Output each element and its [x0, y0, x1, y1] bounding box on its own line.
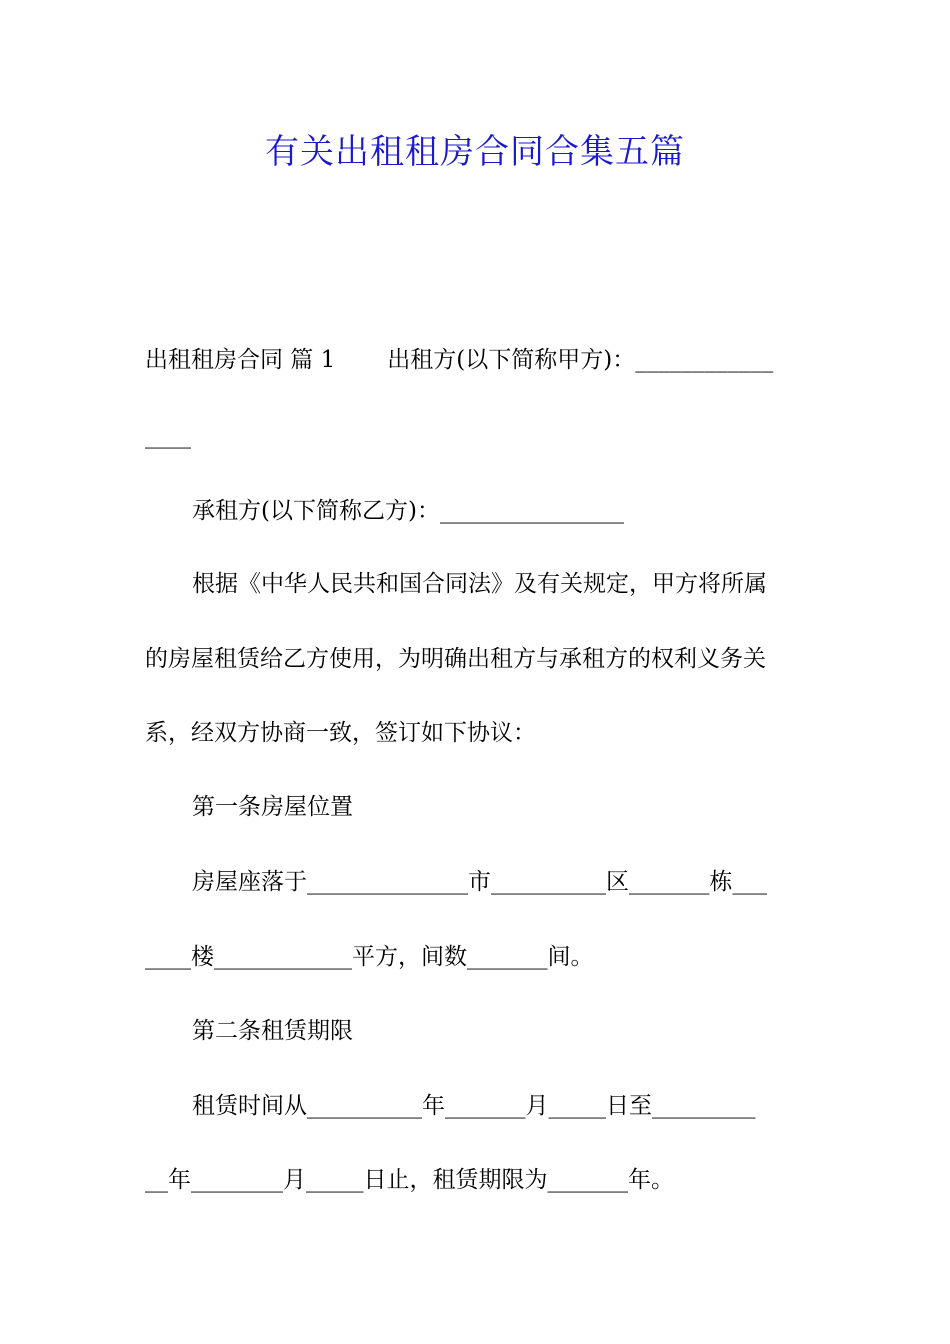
lessor-field: 出租方(以下简称甲方)：____________ — [387, 347, 774, 373]
lease-term-line-1: 租赁时间从__________年_______月_____日至_________ — [192, 1093, 756, 1119]
preamble-line-2: 的房屋租赁给乙方使用，为明确出租方与承租方的权利义务关 — [145, 646, 766, 672]
article-1-heading: 第一条房屋位置 — [192, 794, 353, 820]
preamble-line-1: 根据《中华人民共和国合同法》及有关规定，甲方将所属 — [192, 571, 767, 597]
contract-section-label: 出租租房合同 篇 1 — [145, 347, 336, 373]
article-2-heading: 第二条租赁期限 — [192, 1018, 353, 1044]
lessor-field-continuation: ____ — [145, 423, 191, 449]
lessee-field: 承租方(以下简称乙方)：________________ — [192, 498, 624, 524]
house-location-line-1: 房屋座落于______________市__________区_______栋___ — [192, 869, 767, 895]
preamble-line-3: 系，经双方协商一致，签订如下协议： — [145, 720, 536, 746]
document-title: 有关出租租房合同合集五篇 — [265, 132, 685, 172]
house-location-line-2: ____楼____________平方，间数_______间。 — [145, 944, 594, 970]
lease-term-line-2: __年________月_____日止，租赁期限为_______年。 — [145, 1167, 674, 1193]
contract-heading-line — [145, 342, 807, 378]
